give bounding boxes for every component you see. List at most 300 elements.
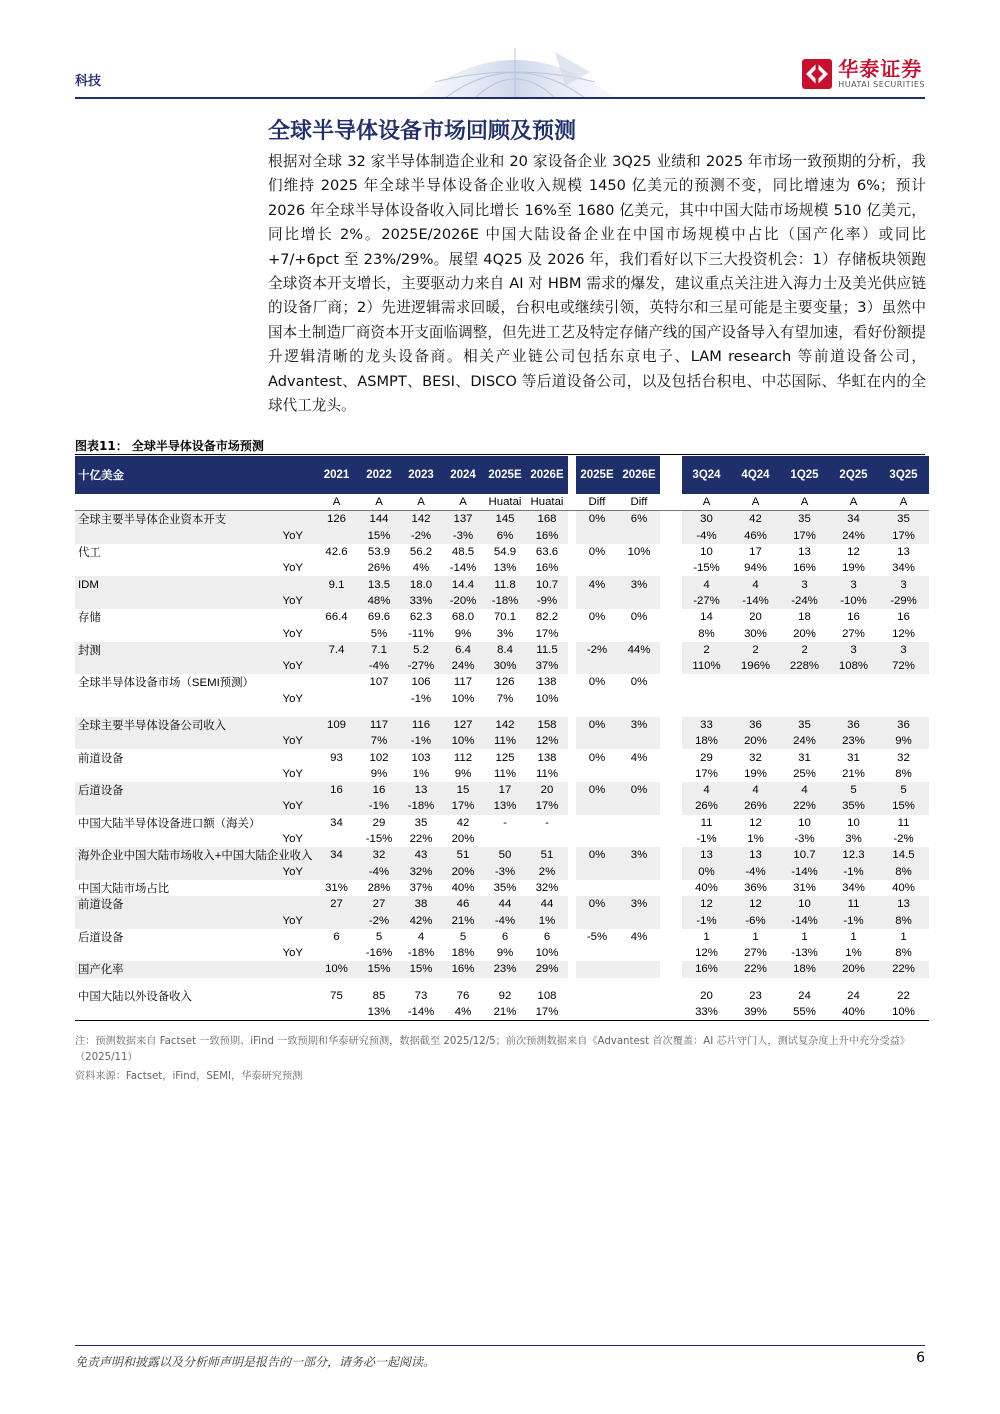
subcolumn-header: A: [358, 494, 400, 511]
huatai-logo-icon: [802, 59, 832, 89]
figure-title: 图表11： 全球半导体设备市场预测: [75, 439, 264, 453]
table-cell: 30%: [484, 658, 526, 674]
table-cell: 55%: [780, 1004, 829, 1021]
column-gap: [660, 798, 682, 814]
table-cell: [576, 864, 618, 880]
table-cell: 125: [495, 751, 515, 764]
table-row: [75, 674, 929, 690]
table-cell: 44: [484, 896, 526, 912]
column-gap: [660, 847, 682, 863]
table-cell: [315, 912, 358, 928]
table-cell: [618, 945, 660, 961]
table-cell: 16: [847, 611, 860, 624]
row-label: YoY: [282, 833, 303, 846]
table-cell: [315, 1004, 358, 1021]
table-cell: -16%: [365, 947, 393, 960]
row-label: YoY: [75, 593, 315, 609]
header-divider: [75, 97, 925, 99]
body-paragraph: 根据对全球 32 家半导体制造企业和 20 家设备企业 3Q25 业绩和 2025 年市场一致预期的分析，我们维持 2025 年全球半导体设备企业收入规模 1450 亿美元的预测不变，同比增速为 6%；预计 2026 年全球半导体设备收入同比增长 16%至 1680 亿美元，其中中国大陆市场规模 510 亿美元，同比增长 2%。2025E/2026E 中国大陆设备企业在中国市场规模中占比（国产化率）或同比+7/+6pct 至 23%/29%。展望 4Q25 及 2026 年，我们看好以下三大投资机会：1）存储板块领跑全球资本开支增长，主要驱动力来自 AI 对 HBM 需求的爆发，建议重点关注进入海力士及美光供应链的设备厂商；2）先进逻辑需求回暖，台积电或继续引领，英特尔和三星可能是主要变量；3）虽然中国本土制造厂商资本开支面临调整，但先进工艺及特定存储产线的国产设备导入有望加速，看好份额提升逻辑清晰的龙头设备商。相关产业链公司包括东京电子、LAM research 等前道设备公司，Advantest、ASMPT、BESI、DISCO 等后道设备公司，以及包括台积电、中芯国际、华虹在内的全球代工龙头。: [268, 153, 926, 415]
row-label: YoY: [75, 733, 315, 749]
table-cell: 37%: [526, 658, 568, 674]
table-cell: [780, 691, 829, 707]
column-gap: [660, 658, 682, 674]
table-subheader-row: [75, 494, 929, 511]
table-cell: 22%: [731, 961, 780, 977]
table-cell: 34: [330, 816, 343, 829]
column-gap: [660, 625, 682, 641]
table-cell: 35: [780, 511, 829, 528]
table-cell: 44: [526, 896, 568, 912]
page-number: 6: [916, 1350, 925, 1366]
column-gap: [660, 544, 682, 560]
table-cell: 15%: [878, 798, 929, 814]
table-cell: -2%: [576, 642, 618, 658]
brand-name-en: HUATAI SECURITIES: [838, 80, 925, 89]
table-cell: 30: [682, 511, 731, 528]
table-cell: [576, 560, 618, 576]
table-cell: 0%: [588, 751, 606, 764]
column-gap: [568, 782, 576, 798]
table-cell: 13%: [493, 562, 517, 575]
table-cell: 31%: [793, 881, 816, 894]
column-header: 2Q25: [829, 456, 878, 494]
table-cell: 11%: [536, 767, 558, 780]
table-row: [75, 766, 929, 782]
table-cell: 27: [315, 896, 358, 912]
table-cell: -24%: [780, 593, 829, 609]
table-cell: 14: [700, 611, 713, 624]
column-header: 2026E: [618, 456, 660, 494]
table-cell: 13: [897, 546, 910, 559]
table-cell: 75: [330, 989, 343, 1002]
table-cell: 62.3: [409, 611, 433, 624]
table-cell: 8.4: [484, 642, 526, 658]
table-cell: 3: [829, 642, 878, 658]
table-row: [75, 576, 929, 592]
table-cell: 17%: [442, 798, 484, 814]
table-cell: 26%: [682, 798, 731, 814]
column-gap: [660, 896, 682, 912]
table-cell: 10%: [627, 546, 651, 559]
column-gap: [660, 528, 682, 544]
table-cell: 36: [731, 717, 780, 733]
table-cell: 10: [847, 816, 860, 829]
table-cell: 0%: [618, 782, 660, 798]
table-cell: -13%: [791, 947, 818, 960]
column-gap: [660, 880, 682, 896]
row-label: 全球主要半导体企业资本开支: [75, 511, 315, 528]
table-cell: 6: [333, 930, 340, 943]
table-cell: [780, 674, 829, 690]
table-cell: [618, 560, 660, 576]
column-gap: [660, 593, 682, 609]
table-cell: 29: [700, 751, 713, 764]
column-gap: [568, 560, 576, 576]
table-cell: 54.9: [493, 546, 517, 559]
table-cell: -4%: [484, 912, 526, 928]
table-cell: 23%: [484, 961, 526, 977]
table-row: [75, 528, 929, 544]
table-cell: 168: [526, 511, 568, 528]
table-cell: 3: [780, 576, 829, 592]
table-cell: 27: [358, 896, 400, 912]
table-cell: 22: [897, 989, 910, 1002]
table-cell: 7%: [358, 733, 400, 749]
table-cell: 21%: [484, 1004, 526, 1021]
column-gap: [568, 544, 576, 560]
table-cell: 4: [780, 782, 829, 798]
column-gap: [660, 511, 682, 528]
table-cell: [618, 593, 660, 609]
table-cell: 10: [700, 546, 713, 559]
table-cell: 4: [731, 576, 780, 592]
table-cell: -9%: [526, 593, 568, 609]
table-cell: -: [503, 816, 507, 829]
table-row: [75, 1004, 929, 1021]
table-cell: 20: [700, 989, 713, 1002]
subcolumn-header: A: [315, 494, 358, 511]
table-cell: 107: [369, 676, 389, 689]
table-cell: -14%: [449, 562, 477, 575]
column-gap: [660, 494, 682, 511]
table-cell: 12: [749, 816, 762, 829]
table-cell: 11.5: [526, 642, 568, 658]
table-source: 资料来源：Factset，iFind，SEMI，华泰研究预测: [75, 1071, 303, 1082]
table-cell: 16%: [526, 528, 568, 544]
table-cell: [576, 733, 618, 749]
table-cell: 10.7: [780, 847, 829, 863]
table-cell: 16%: [682, 961, 731, 977]
subcolumn-header: Huatai: [526, 494, 568, 511]
table-cell: [315, 658, 358, 674]
table-cell: 20%: [731, 733, 780, 749]
table-cell: 6%: [618, 511, 660, 528]
column-gap: [568, 658, 576, 674]
table-cell: 228%: [780, 658, 829, 674]
table-cell: 35: [780, 717, 829, 733]
table-cell: 46: [442, 896, 484, 912]
table-cell: 72%: [878, 658, 929, 674]
table-cell: 11: [700, 816, 713, 829]
table-cell: [576, 593, 618, 609]
table-cell: 13: [798, 546, 811, 559]
table-cell: 82.2: [535, 611, 559, 624]
table-cell: 5: [459, 930, 467, 943]
table-cell: [618, 766, 660, 782]
table-cell: 109: [315, 717, 358, 733]
table-cell: 31: [798, 751, 811, 764]
table-cell: [315, 691, 358, 707]
table-cell: 36: [878, 717, 929, 733]
table-cell: 94%: [744, 562, 767, 575]
column-gap: [660, 749, 682, 765]
table-cell: [576, 766, 618, 782]
spacer-cell: [75, 978, 929, 988]
table-cell: 31: [847, 751, 860, 764]
table-cell: -: [545, 816, 549, 829]
table-cell: 1%: [412, 767, 430, 780]
table-cell: 34: [829, 511, 878, 528]
table-cell: [576, 815, 618, 831]
table-cell: 33%: [682, 1004, 731, 1021]
table-cell: 20%: [829, 961, 878, 977]
table-cell: 22%: [409, 833, 433, 846]
table-cell: 17: [749, 546, 762, 559]
table-row: [75, 929, 929, 945]
row-label: 国产化率: [75, 961, 315, 977]
row-label: 中国大陆市场占比: [78, 882, 170, 895]
subcolumn-header: Huatai: [484, 494, 526, 511]
table-cell: [358, 691, 400, 707]
table-cell: 9%: [454, 627, 472, 640]
table-cell: 35: [414, 816, 428, 829]
table-cell: 13: [682, 847, 731, 863]
table-cell: 6: [543, 930, 551, 943]
table-cell: 103: [411, 751, 431, 764]
table-cell: [576, 945, 618, 961]
row-label: 中国大陆以外设备收入: [78, 990, 192, 1003]
table-cell: 11: [829, 896, 878, 912]
column-gap: [568, 609, 576, 625]
column-gap: [568, 945, 576, 961]
spacer-row: [75, 707, 929, 717]
table-cell: 10%: [451, 692, 475, 705]
table-row: [75, 560, 929, 576]
table-cell: 196%: [731, 658, 780, 674]
table-cell: 28%: [367, 881, 391, 894]
table-cell: 26%: [731, 798, 780, 814]
table-cell: 1: [801, 930, 808, 943]
table-cell: -29%: [878, 593, 929, 609]
table-cell: [618, 528, 660, 544]
column-header: 3Q25: [878, 456, 929, 494]
table-cell: 11: [897, 816, 910, 829]
table-cell: 38: [400, 896, 442, 912]
table-cell: 20%: [442, 864, 484, 880]
row-label: YoY: [282, 562, 303, 575]
table-cell: 8%: [878, 864, 929, 880]
table-cell: 20: [749, 611, 762, 624]
table-cell: [618, 798, 660, 814]
table-row: [75, 831, 929, 847]
table-cell: 106: [411, 676, 431, 689]
table-cell: 108: [537, 989, 557, 1002]
table-row: [75, 625, 929, 641]
table-cell: 20: [526, 782, 568, 798]
table-cell: -2%: [358, 912, 400, 928]
table-cell: 4%: [630, 751, 648, 764]
table-cell: -1%: [358, 798, 400, 814]
table-cell: 7%: [496, 692, 514, 705]
footer-disclaimer: 免责声明和披露以及分析师声明是报告的一部分，请务必一起阅读。: [75, 1355, 436, 1369]
column-gap: [568, 961, 576, 977]
column-gap: [660, 988, 682, 1004]
table-cell: 22%: [878, 961, 929, 977]
table-cell: 4%: [576, 576, 618, 592]
column-header: 2024: [442, 456, 484, 494]
table-cell: [576, 798, 618, 814]
table-cell: [618, 815, 660, 831]
column-gap: [568, 576, 576, 592]
table-cell: 40%: [829, 1004, 878, 1021]
table-cell: 0%: [576, 896, 618, 912]
table-cell: 1: [850, 930, 857, 943]
row-label: 封测: [75, 642, 315, 658]
table-cell: 10%: [315, 961, 358, 977]
table-cell: 11.8: [484, 576, 526, 592]
column-gap: [660, 1004, 682, 1021]
column-gap: [660, 912, 682, 928]
table-cell: 17%: [526, 1004, 568, 1021]
table-cell: 16%: [535, 562, 559, 575]
column-gap: [568, 674, 576, 690]
table-cell: 53.9: [367, 546, 391, 559]
table-cell: -15%: [365, 833, 393, 846]
subcolumn-header: Diff: [576, 494, 618, 511]
table-cell: 29%: [526, 961, 568, 977]
subcolumn-header: A: [682, 494, 731, 511]
table-cell: 17%: [878, 528, 929, 544]
column-gap: [568, 880, 576, 896]
table-cell: -11%: [408, 627, 434, 640]
row-label: YoY: [282, 692, 303, 705]
table-cell: -14%: [400, 1004, 442, 1021]
table-cell: [315, 674, 358, 690]
column-header: 2025E: [484, 456, 526, 494]
table-cell: [618, 733, 660, 749]
table-cell: 40%: [892, 881, 915, 894]
table-cell: -4%: [731, 864, 780, 880]
table-row: [75, 988, 929, 1004]
table-cell: 66.4: [325, 611, 348, 624]
table-cell: [315, 831, 358, 847]
table-row: [75, 749, 929, 765]
row-label: YoY: [282, 947, 303, 960]
table-cell: 25%: [793, 767, 816, 780]
table-cell: 0%: [682, 864, 731, 880]
table-cell: 15%: [358, 528, 400, 544]
table-cell: 30%: [744, 627, 767, 640]
row-label: YoY: [75, 864, 315, 880]
table-cell: 42.6: [325, 546, 348, 559]
table-cell: 23: [749, 989, 762, 1002]
column-gap: [568, 864, 576, 880]
row-label: 海外企业中国大陆市场收入+中国大陆企业收入: [75, 847, 315, 863]
forecast-table: [75, 456, 929, 1021]
brand-name-cn: 华泰证券: [838, 57, 923, 81]
column-gap: [660, 782, 682, 798]
subcolumn-header: A: [442, 494, 484, 511]
table-cell: 44%: [618, 642, 660, 658]
table-cell: 15: [442, 782, 484, 798]
table-cell: 92: [498, 989, 512, 1002]
column-gap: [660, 576, 682, 592]
table-cell: 14.5: [878, 847, 929, 863]
subcolumn-header: A: [731, 494, 780, 511]
table-cell: 35%: [829, 798, 878, 814]
column-header: 2023: [400, 456, 442, 494]
table-cell: [618, 658, 660, 674]
table-note: 注：预测数据来自 Factset 一致预期、iFind 一致预期和华泰研究预测，数据截至 2025/12/5；前次预测数据来自《Advantest 首次覆盖：AI 芯片守门人，测试复杂度上升中充分受益》（2025/11）: [75, 1036, 911, 1063]
row-label: [75, 1004, 315, 1021]
table-cell: 0%: [576, 717, 618, 733]
table-cell: 1%: [747, 833, 764, 846]
row-label: YoY: [75, 528, 315, 544]
column-gap: [660, 766, 682, 782]
column-gap: [568, 1004, 576, 1021]
table-cell: 13%: [484, 798, 526, 814]
table-cell: [576, 625, 618, 641]
table-row: [75, 642, 929, 658]
table-cell: 13.5: [358, 576, 400, 592]
table-cell: [618, 880, 660, 896]
row-label: 中国大陆半导体设备进口额（海关）: [78, 817, 261, 830]
table-cell: 20%: [793, 627, 816, 640]
table-cell: 6: [501, 930, 509, 943]
table-cell: 21%: [842, 767, 865, 780]
table-cell: 1%: [845, 947, 862, 960]
table-cell: 63.6: [535, 546, 559, 559]
table-cell: -14%: [780, 912, 829, 928]
footer-divider: [75, 1345, 925, 1346]
table-cell: 126: [495, 676, 515, 689]
table-cell: [576, 831, 618, 847]
table-cell: 145: [484, 511, 526, 528]
table-cell: 27%: [842, 627, 865, 640]
table-cell: 3%: [845, 833, 862, 846]
table-cell: [315, 864, 358, 880]
table-cell: 51: [442, 847, 484, 863]
table-cell: 0%: [630, 611, 648, 624]
column-gap: [568, 717, 576, 733]
table-cell: 0%: [588, 611, 606, 624]
table-cell: 32: [358, 847, 400, 863]
row-label: 代工: [78, 547, 101, 560]
table-cell: 12.3: [829, 847, 878, 863]
table-cell: 1: [900, 930, 907, 943]
column-gap: [568, 766, 576, 782]
table-cell: 24: [847, 989, 860, 1002]
table-cell: [878, 691, 929, 707]
table-cell: 42%: [400, 912, 442, 928]
table-cell: -1%: [682, 912, 731, 928]
column-gap: [568, 815, 576, 831]
column-gap: [660, 961, 682, 977]
table-cell: 23%: [829, 733, 878, 749]
table-cell: 2: [731, 642, 780, 658]
table-cell: 33%: [400, 593, 442, 609]
table-cell: 12%: [695, 947, 718, 960]
table-cell: [315, 945, 358, 961]
table-cell: [618, 691, 660, 707]
table-cell: 16%: [793, 562, 816, 575]
table-cell: 11%: [484, 733, 526, 749]
table-cell: -1%: [829, 864, 878, 880]
table-cell: [576, 691, 618, 707]
table-cell: -27%: [682, 593, 731, 609]
row-label: YoY: [75, 798, 315, 814]
table-cell: 1: [703, 930, 710, 943]
sector-label: 科技: [75, 74, 102, 89]
column-gap: [568, 528, 576, 544]
column-gap: [660, 733, 682, 749]
table-header-row: [75, 456, 929, 494]
table-cell: 16: [897, 611, 910, 624]
table-cell: [731, 674, 780, 690]
table-cell: -4%: [358, 658, 400, 674]
table-cell: 12: [847, 546, 860, 559]
table-cell: 12%: [892, 627, 915, 640]
